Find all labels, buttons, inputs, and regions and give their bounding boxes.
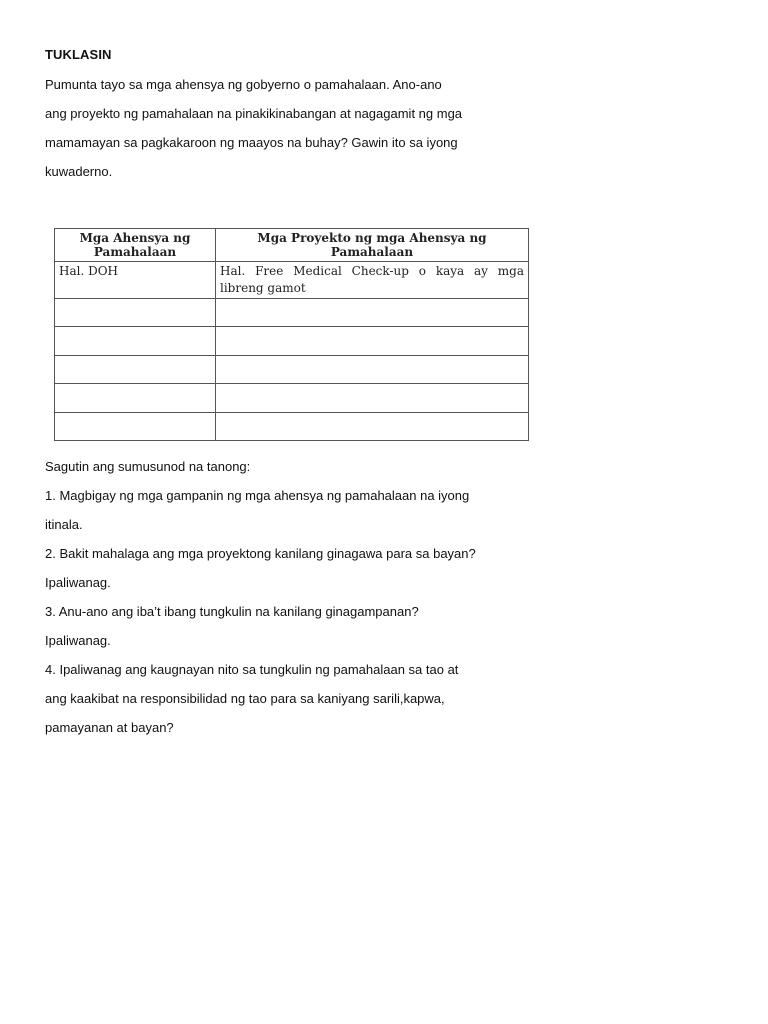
blank-project-cell [216,355,529,383]
intro-line-2: ang proyekto ng pamahalaan na pinakikinabangan at nagagamit ng mga [45,106,463,121]
blank-agency-cell [55,412,216,440]
question-4-line-1: 4. Ipaliwanag ang kaugnayan nito sa tungkulin ng pamahalaan sa tao at [45,662,459,677]
question-2-line-2: Ipaliwanag. [45,575,111,590]
agencies-projects-table [54,228,529,441]
blank-project-cell [216,412,529,440]
table-row-example [55,262,529,299]
table-row-blank [55,355,529,383]
question-2-line-1: 2. Bakit mahalaga ang mga proyektong kanilang ginagawa para sa bayan? [45,546,476,561]
example-project-cell: Hal. Free Medical Check-up o kaya ay mga libreng gamot [216,262,529,299]
blank-agency-cell [55,327,216,355]
question-4-line-2: ang kaakibat na responsibilidad ng tao para sa kaniyang sarili,kapwa, [45,691,445,706]
intro-line-4: kuwaderno. [45,164,113,179]
blank-agency-cell [55,355,216,383]
questions-intro: Sagutin ang sumusunod na tanong: [45,459,251,474]
table-row-blank [55,298,529,326]
question-1-line-1: 1. Magbigay ng mga gampanin ng mga ahensya ng pamahalaan na iyong [45,488,470,503]
blank-project-cell [216,384,529,412]
table-header-row [55,229,529,262]
header-agencies: Mga Ahensya ng Pamahalaan [55,229,216,262]
header-projects: Mga Proyekto ng mga Ahensya ng Pamahalaan [216,229,529,262]
blank-project-cell [216,327,529,355]
blank-agency-cell [55,298,216,326]
question-4-line-3: pamayanan at bayan? [45,720,174,735]
example-agency-cell: Hal. DOH [55,262,216,299]
question-1-line-2: itinala. [45,517,83,532]
table-row-blank [55,412,529,440]
blank-agency-cell [55,384,216,412]
blank-project-cell [216,298,529,326]
intro-line-1: Pumunta tayo sa mga ahensya ng gobyerno o pamahalaan. Ano-ano [45,77,442,92]
question-3-line-2: Ipaliwanag. [45,633,111,648]
section-heading: TUKLASIN [45,47,112,62]
question-3-line-1: 3. Anu-ano ang iba’t ibang tungkulin na kanilang ginagampanan? [45,604,419,619]
table-row-blank [55,327,529,355]
intro-line-3: mamamayan sa pagkakaroon ng maayos na buhay? Gawin ito sa iyong [45,135,458,150]
table-row-blank [55,384,529,412]
